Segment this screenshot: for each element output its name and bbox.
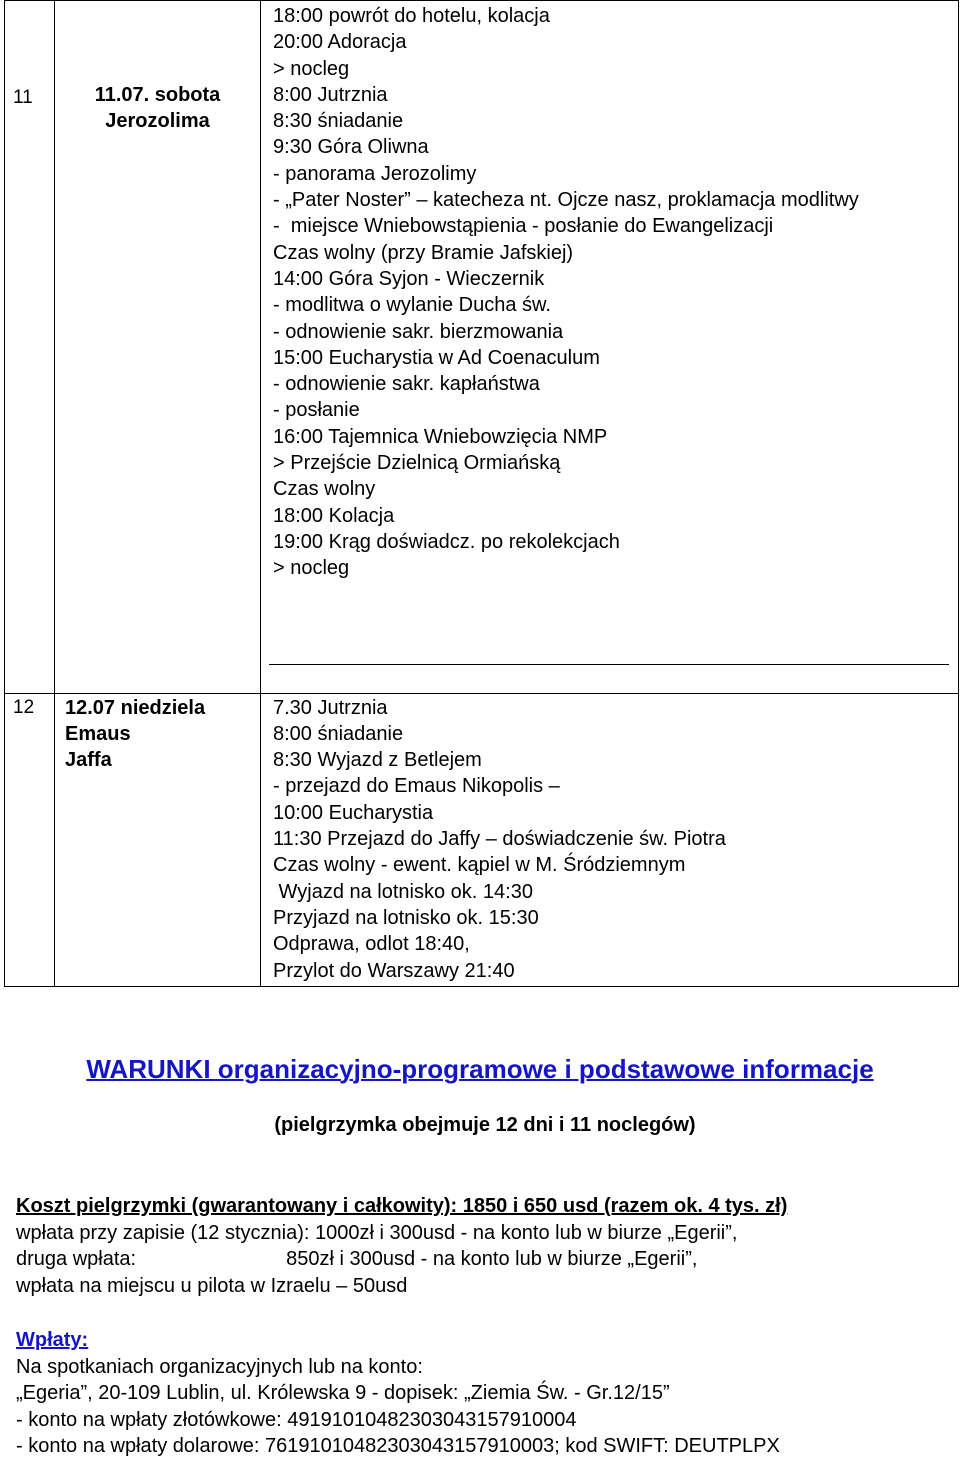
program-line: > nocleg — [273, 557, 350, 580]
day-place: Emaus — [65, 722, 131, 745]
day-date-place — [55, 693, 261, 986]
schedule-row-day-12 — [5, 693, 959, 986]
bank-info-line: - konto na wpłaty dolarowe: 76191010482303043157910003; kod SWIFT: DEUTPLPX — [16, 1435, 780, 1457]
program-line: 8:30 śniadanie — [273, 110, 404, 133]
program-line: - miejsce Wniebowstąpienia - posłanie do Ewangelizacji — [273, 215, 774, 238]
program-line: - odnowienie sakr. kapłaństwa — [273, 373, 540, 396]
day-program — [261, 1, 959, 694]
day-number: 11 — [5, 1, 55, 694]
payments-heading: Wpłaty: — [16, 1329, 89, 1351]
day-date-place — [55, 1, 261, 694]
bank-info-line: Na spotkaniach organizacyjnych lub na konto: — [16, 1355, 423, 1378]
program-line: - posłanie — [273, 399, 360, 422]
cost-line: Koszt pielgrzymki (gwarantowany i całkowity): 1850 i 650 usd (razem ok. 4 tys. zł) — [16, 1195, 788, 1217]
day-place: Jaffa — [65, 748, 112, 771]
program-line: 8:30 Wyjazd z Betlejem — [273, 749, 482, 772]
bank-info-line: „Egeria”, 20-109 Lublin, ul. Królewska 9 - dopisek: „Ziemia Św. - Gr.12/15” — [16, 1382, 670, 1404]
program-line: Czas wolny - ewent. kąpiel w M. Śródziemnym — [273, 854, 686, 877]
program-line: 10:00 Eucharystia — [273, 801, 434, 824]
horizontal-rule — [269, 664, 949, 665]
program-line: 15:00 Eucharystia w Ad Coenaculum — [273, 346, 600, 369]
program-line: 8:00 Jutrznia — [273, 83, 388, 106]
program-line: 16:00 Tajemnica Wniebowzięcia NMP — [273, 425, 608, 448]
program-line: 19:00 Krąg doświadcz. po rekolekcjach — [273, 530, 620, 553]
program-line: 11:30 Przejazd do Jaffy – doświadczenie św. Piotra — [273, 828, 726, 851]
day-number: 12 — [5, 693, 55, 986]
schedule-row-day-11 — [5, 1, 959, 694]
bank-info-line: - konto na wpłaty złotówkowe: 49191010482303043157910004 — [16, 1408, 577, 1431]
program-line: 18:00 Kolacja — [273, 504, 395, 527]
trip-duration-note: (pielgrzymka obejmuje 12 dni i 11 noclegów) — [274, 1114, 696, 1136]
program-line: > nocleg — [273, 57, 350, 80]
program-line: - odnowienie sakr. bierzmowania — [273, 320, 564, 343]
program-line: Odprawa, odlot 18:40, — [273, 933, 470, 956]
day-date: 11.07. sobota — [94, 84, 221, 106]
payment-line: wpłata na miejscu u pilota w Izraelu – 50usd — [16, 1274, 408, 1297]
conditions-heading: WARUNKI organizacyjno-programowe i podstawowe informacje — [86, 1054, 874, 1084]
day-program — [261, 693, 959, 986]
day-date: 12.07 niedziela — [65, 696, 206, 719]
program-line: 14:00 Góra Syjon - Wieczernik — [273, 267, 545, 290]
program-line: Czas wolny (przy Bramie Jafskiej) — [273, 241, 574, 264]
program-line: 7.30 Jutrznia — [273, 696, 388, 719]
program-line: 9:30 Góra Oliwna — [273, 136, 429, 159]
program-line: Przyjazd na lotnisko ok. 15:30 — [273, 906, 539, 929]
program-line: Wyjazd na lotnisko ok. 14:30 — [273, 880, 533, 903]
program-line: - „Pater Noster” – katecheza nt. Ojcze nasz, proklamacja modlitwy — [273, 189, 859, 212]
payment-line: wpłata przy zapisie (12 stycznia): 1000zł i 300usd - na konto lub w biurze „Egerii”, — [16, 1221, 738, 1244]
program-line: Czas wolny — [273, 478, 376, 501]
program-line: Przylot do Warszawy 21:40 — [273, 959, 515, 982]
program-line: 20:00 Adoracja — [273, 31, 407, 54]
program-line: > Przejście Dzielnicą Ormiańską — [273, 452, 561, 475]
payment-info — [16, 1193, 956, 1460]
schedule-table — [4, 0, 959, 987]
program-line: - przejazd do Emaus Nikopolis – — [273, 775, 560, 798]
program-line: 18:00 powrót do hotelu, kolacja — [273, 5, 550, 27]
program-line: 8:00 śniadanie — [273, 722, 404, 745]
program-line: - panorama Jerozolimy — [273, 162, 477, 185]
payment-line: druga wpłata: 850zł i 300usd - na konto lub w biurze „Egerii”, — [16, 1248, 698, 1270]
day-place: Jerozolima — [105, 110, 210, 132]
program-line: - modlitwa o wylanie Ducha św. — [273, 294, 551, 317]
